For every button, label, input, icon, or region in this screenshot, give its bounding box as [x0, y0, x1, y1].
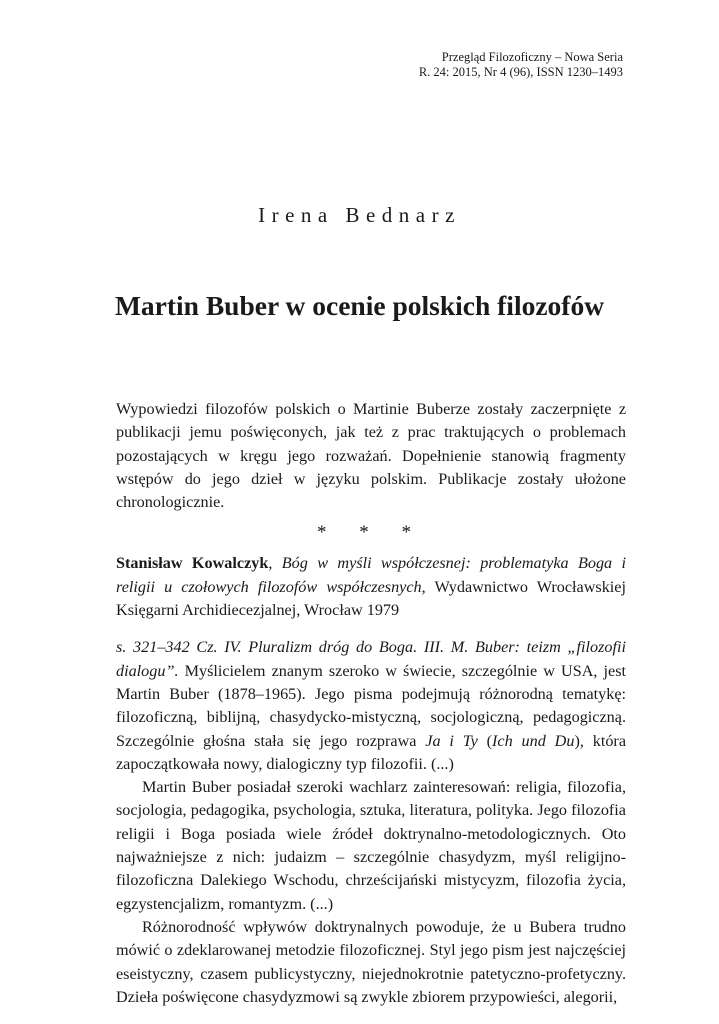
article-body [116, 398, 626, 1009]
bibliographic-reference [116, 552, 626, 622]
article-title: Martin Buber w ocenie polskich filozofów [114, 290, 605, 321]
journal-name: Przegląd Filozoficzny – Nowa Seria [441, 50, 623, 64]
reference-title: Bóg w myśli współczesnej: problematyka Boga i religii u czołowych filozofów współczesnych [116, 554, 627, 596]
excerpt-paragraph [116, 636, 626, 776]
reference-publisher: , Wydawnictwo Wrocławskiej Księgarni Archidiecezjalnej, Wrocław 1979 [116, 577, 626, 620]
excerpt-pages: s. 321–342 Cz. IV. Pluralizm dróg do Boga. III. M. Buber: teizm „filozofii dialogu”. [116, 638, 626, 680]
work-title: Ja i Ty [425, 731, 478, 750]
excerpt-paragraph: Martin Buber posiadał szeroki wachlarz zainteresowań: religia, filozofia, socjologia, pedagogika, psychologia, sztuka, literatura, polityka. Jego filozofia religii i Boga posiada wiele źródeł doktrynalno-metodologicznych. Oto najważniejsze z nich: judaizm – szczególnie chasydyzm, myśl religijno-filozoficzna Dalekiego Wschodu, chrześcijański mistycyzm, filozofia życia, egzystencjalizm, romantyzm. (...) [116, 778, 626, 913]
journal-issue: R. 24: 2015, Nr 4 (96), ISSN 1230–1493 [418, 65, 623, 79]
article-author: Irena Bednarz [258, 203, 461, 227]
section-separator: * * * [317, 522, 425, 544]
abstract: Wypowiedzi filozofów polskich o Martinie Buberze zostały zaczerpnięte z publikacji jemu poświęconych, jak też z prac traktujących o problemach pozostających w kręgu jego rozważań. Dopełnienie stanowią fragmenty wstępów do jego dzieł w języku polskim. Publikacje zostały ułożone chronologicznie. [116, 400, 626, 512]
excerpt-text: ), która zapoczątkowała nowy, dialogiczny typ filozofii. (...) [116, 731, 627, 773]
work-title: Ich und Du [492, 731, 575, 750]
excerpt-text: ( [477, 731, 493, 750]
excerpt-text: Myślicielem znanym szeroko w świecie, szczególnie w USA, jest Martin Buber (1878–1965). Jego pisma podejmują różnorodną tematykę: filozoficzną, biblijną, chasydycko-mistyczną, socjologiczną, pedagogiczną. Szczególnie głośna stała się jego rozprawa [116, 661, 626, 750]
reference-sep: , [268, 554, 282, 573]
excerpt-paragraph: Różnorodność wpływów doktrynalnych powoduje, że u Bubera trudno mówić o zdeklarowanej metodzie filozoficznej. Styl jego pism jest najczęściej eseistyczny, czasem publicystyczny, niejednokrotnie patetyczno-profetyczny. Dzieła poświęcone chasydyzmowi są zwykle zbiorem przypowieści, alegorii, [116, 917, 626, 1006]
reference-author: Stanisław Kowalczyk [116, 554, 269, 573]
journal-header [419, 50, 623, 80]
